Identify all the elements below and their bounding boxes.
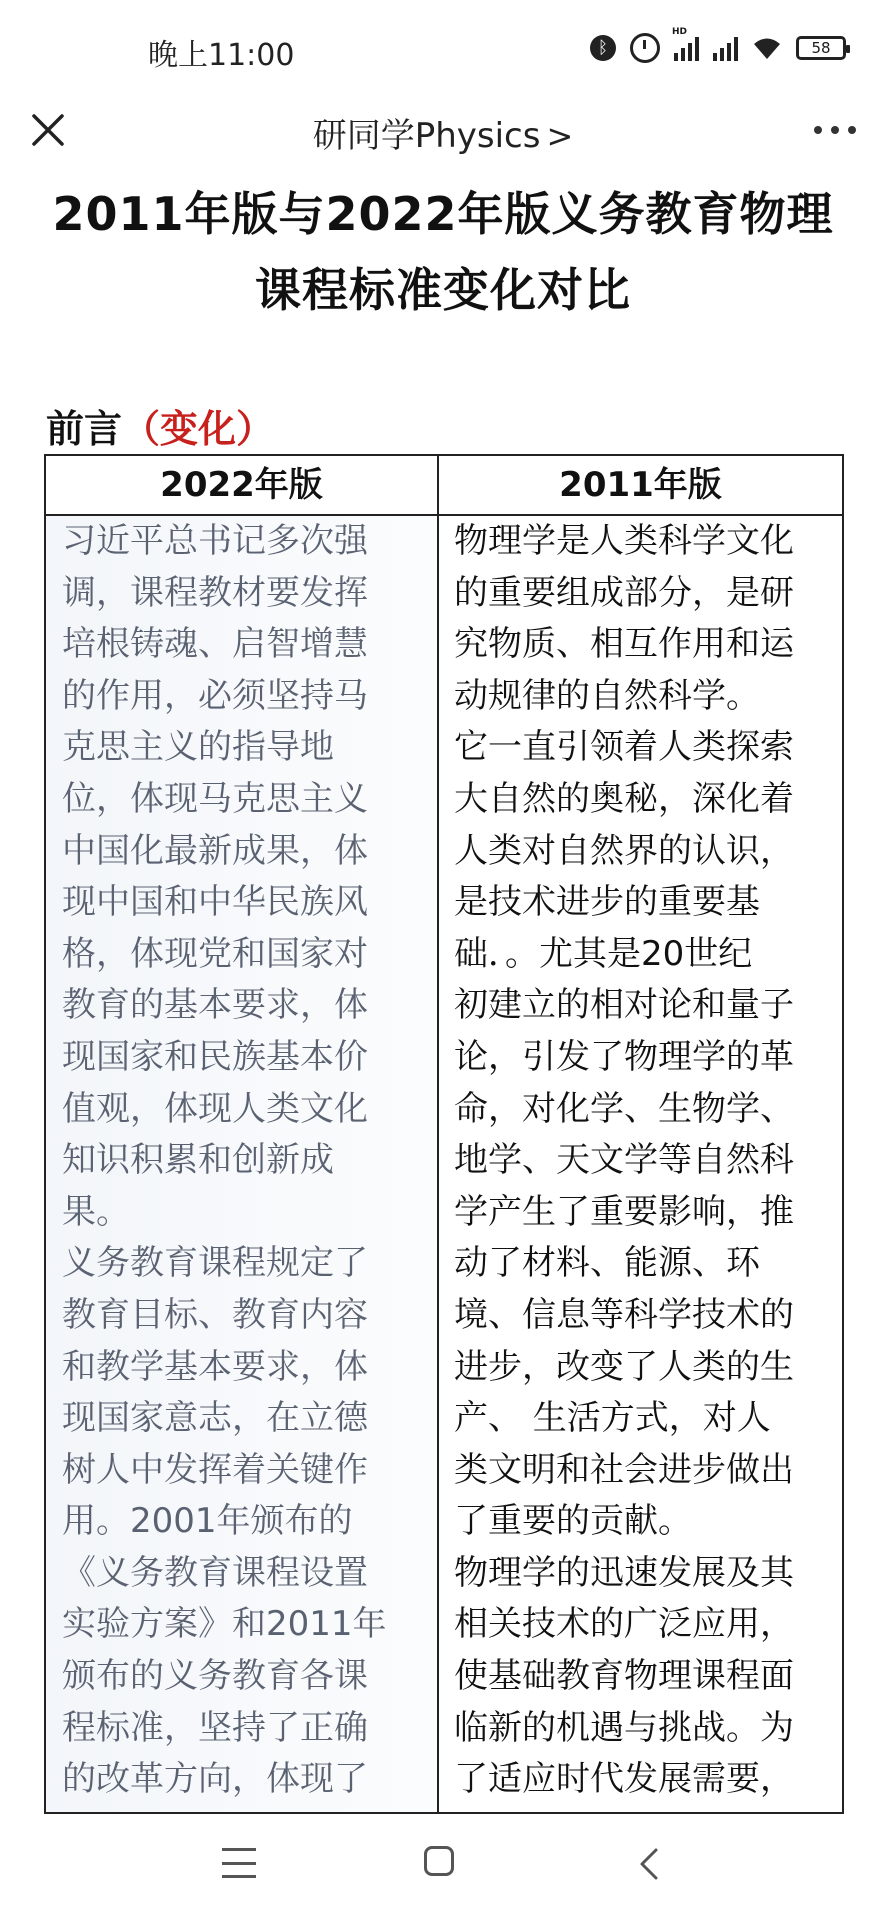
bluetooth-icon: ᛒ — [590, 35, 616, 61]
wifi-icon — [752, 35, 782, 61]
status-icons — [590, 27, 846, 66]
battery-icon: 58 — [796, 36, 846, 60]
table-header-2011: 2011年版 — [559, 465, 722, 505]
comparison-table — [44, 454, 844, 1814]
table-header-2022: 2022年版 — [160, 465, 323, 505]
article-title-line-1: 2011年版与2022年版义务教育物理 — [52, 187, 834, 241]
menu-line-icon — [222, 1848, 256, 1851]
section-title: 前言 — [46, 407, 123, 451]
section-tag: （变化） — [122, 407, 275, 451]
menu-line-icon — [222, 1862, 256, 1865]
table-cell-2022: 习近平总书记多次强 调，课程教材要发挥 培根铸魂、启智增慧 的作用，必须坚持马 克思主义的指导地 位，体现马克思主义 中国化最新成果，体 现中国和中华民族风 格，体现党和国家对 教育的基本要求，体 现国家和民族基本价 值观，体现人类文化 知识积累和创新成 果。 义务教育课程规定了 教育目标、教育内容 和教学基本要求，体 现国家意志，在立德 树人中发挥着关键作 用。2001年颁布的 《义务教育课程设置 实验方案》和2011年 颁布的义务教育各课 程标准，坚持了正确 的改革方向，体现了 — [46, 516, 437, 1812]
dot-icon — [814, 126, 822, 134]
signal-strength-icon — [672, 27, 699, 61]
alarm-clock-icon — [630, 33, 660, 63]
dot-icon — [848, 126, 856, 134]
system-nav-bar — [0, 1814, 886, 1920]
home-button[interactable] — [424, 1846, 454, 1876]
dot-icon — [831, 126, 839, 134]
chevron-left-icon — [630, 1844, 670, 1884]
status-time: 晚上11:00 — [148, 38, 295, 73]
article-title — [30, 176, 856, 328]
account-title-link[interactable] — [0, 108, 886, 157]
more-options-button[interactable] — [814, 126, 856, 134]
table-header-row — [46, 456, 842, 516]
section-heading — [46, 398, 274, 453]
status-bar — [0, 0, 886, 96]
article-title-line-2: 课程标准变化对比 — [255, 263, 631, 317]
recent-apps-button[interactable] — [222, 1848, 256, 1878]
signal-strength-2-icon — [713, 35, 738, 61]
menu-line-icon — [222, 1875, 256, 1878]
column-divider — [437, 456, 439, 1812]
account-name: 研同学Physics — [312, 116, 541, 156]
nav-header — [0, 96, 886, 166]
chevron-right-icon: > — [546, 117, 574, 155]
network-type-label: HD — [672, 27, 688, 37]
table-cell-2011: 物理学是人类科学文化 的重要组成部分，是研 究物质、相互作用和运 动规律的自然科学。 它一直引领着人类探索 大自然的奥秘，深化着 人类对自然界的认识， 是技术进步的重要基 础．。尤其是20世纪 初建立的相对论和量子 论，引发了物理学的革 命，对化学、生物学、 地学、天文学等自然科 学产生了重要影响，推 动了材料、能源、环 境、信息等科学技术的 进步，改变了人类的生 产、 生活方式，对人 类文明和社会进步做出 了重要的贡献。 物理学的迅速发展及其 相关技术的广泛应用， 使基础教育物理课程面 临新的机遇与挑战。为 了适应时代发展需要， — [454, 521, 794, 1800]
back-button[interactable] — [630, 1844, 670, 1884]
